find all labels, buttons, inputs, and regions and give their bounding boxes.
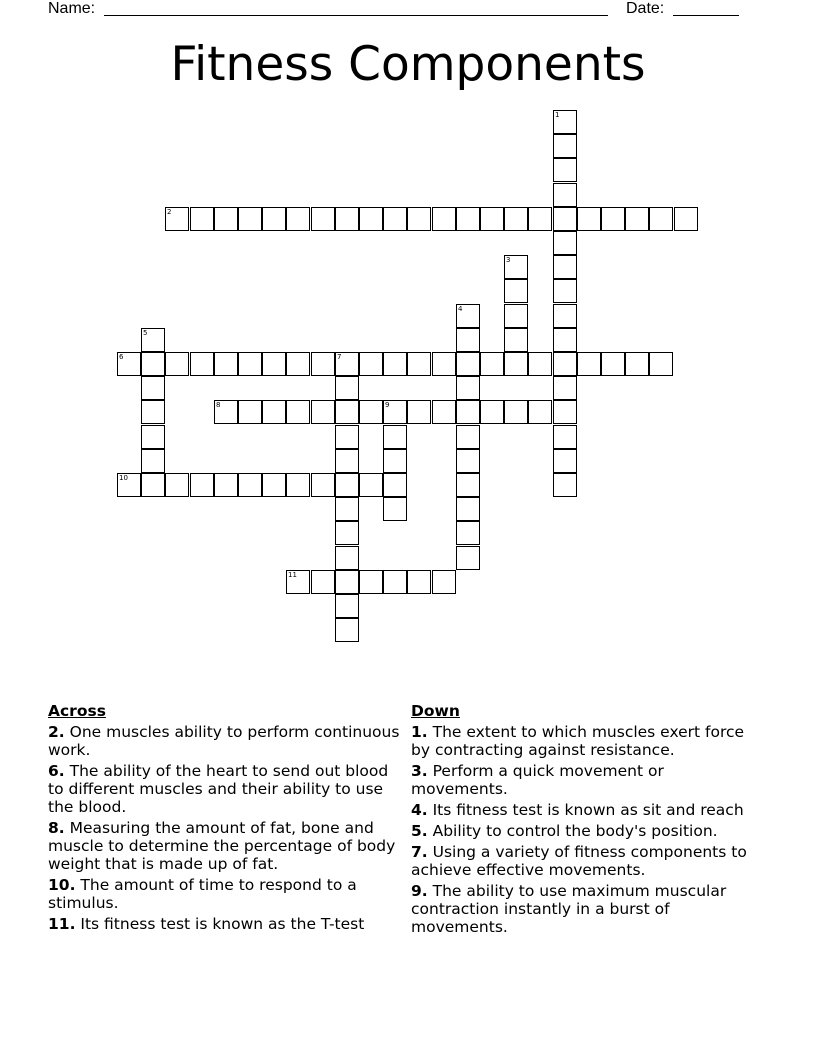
crossword-cell[interactable] [553, 183, 577, 207]
crossword-cell[interactable] [383, 497, 407, 521]
crossword-cell[interactable] [553, 134, 577, 158]
crossword-cell[interactable] [553, 255, 577, 279]
crossword-cell[interactable] [359, 207, 383, 231]
crossword-cell[interactable] [359, 570, 383, 594]
crossword-cell[interactable] [456, 473, 480, 497]
crossword-cell[interactable] [456, 497, 480, 521]
crossword-cell[interactable] [335, 497, 359, 521]
crossword-cell[interactable] [141, 425, 165, 449]
clue-number: 4. [411, 801, 428, 819]
crossword-cell[interactable] [553, 352, 577, 376]
crossword-cell[interactable] [577, 352, 601, 376]
crossword-cell[interactable] [335, 352, 359, 376]
crossword-cell[interactable] [165, 473, 189, 497]
crossword-cell[interactable] [286, 473, 310, 497]
crossword-cell[interactable] [311, 400, 335, 424]
crossword-cell[interactable] [335, 546, 359, 570]
crossword-cell[interactable] [456, 521, 480, 545]
clue-number-label: 10 [119, 474, 128, 482]
clue-number-label: 1 [555, 111, 560, 119]
down-heading: Down [411, 702, 460, 720]
across-clues [48, 702, 408, 936]
clue-number-label: 7 [337, 353, 342, 361]
crossword-cell[interactable] [674, 207, 698, 231]
crossword-cell[interactable] [553, 231, 577, 255]
crossword-cell[interactable] [601, 352, 625, 376]
crossword-cell[interactable] [141, 352, 165, 376]
crossword-cell[interactable] [214, 400, 238, 424]
clue-text: Its fitness test is known as the T-test [75, 915, 365, 933]
crossword-cell[interactable] [432, 400, 456, 424]
crossword-cell[interactable] [504, 352, 528, 376]
crossword-cell[interactable] [577, 207, 601, 231]
crossword-cell[interactable] [383, 400, 407, 424]
clue-number-label: 8 [216, 401, 221, 409]
clue-number: 1. [411, 723, 428, 741]
crossword-cell[interactable] [383, 449, 407, 473]
crossword-cell[interactable] [165, 207, 189, 231]
crossword-cell[interactable] [456, 207, 480, 231]
crossword-cell[interactable] [286, 400, 310, 424]
clue-text: Using a variety of fitness components to achieve effective movements. [411, 843, 747, 879]
crossword-cell[interactable] [214, 207, 238, 231]
across-heading: Across [48, 702, 106, 720]
clue-text: Its fitness test is known as sit and reach [427, 801, 744, 819]
across-clue [48, 915, 408, 933]
clue-number-label: 6 [119, 353, 124, 361]
crossword-cell[interactable] [407, 207, 431, 231]
crossword-cell[interactable] [553, 328, 577, 352]
clue-number: 7. [411, 843, 428, 861]
page-title: Fitness Components [170, 37, 646, 92]
clue-text: Measuring the amount of fat, bone and muscle to determine the percentage of body weight that is made up of fat. [48, 819, 396, 873]
crossword-cell[interactable] [311, 473, 335, 497]
crossword-cell[interactable] [141, 376, 165, 400]
clue-number: 5. [411, 822, 428, 840]
crossword-cell[interactable] [335, 594, 359, 618]
clue-number-label: 9 [385, 401, 390, 409]
crossword-cell[interactable] [383, 352, 407, 376]
clue-text: The extent to which muscles exert force by contracting against resistance. [411, 723, 745, 759]
crossword-cell[interactable] [407, 570, 431, 594]
crossword-cell[interactable] [141, 400, 165, 424]
crossword-cell[interactable] [432, 570, 456, 594]
clue-number: 9. [411, 882, 428, 900]
crossword-cell[interactable] [504, 255, 528, 279]
across-clue-list [48, 723, 408, 933]
crossword-cell[interactable] [214, 352, 238, 376]
crossword-cell[interactable] [456, 376, 480, 400]
across-clue [48, 819, 408, 873]
crossword-cell[interactable] [165, 352, 189, 376]
crossword-cell[interactable] [528, 207, 552, 231]
down-clue [411, 843, 756, 879]
crossword-cell[interactable] [117, 473, 141, 497]
crossword-cell[interactable] [553, 376, 577, 400]
crossword-cell[interactable] [359, 352, 383, 376]
crossword-cell[interactable] [528, 352, 552, 376]
across-clue [48, 762, 408, 816]
clue-text: One muscles ability to perform continuous work. [48, 723, 400, 759]
clue-number-label: 2 [167, 208, 172, 216]
crossword-cell[interactable] [359, 473, 383, 497]
clue-number: 11. [48, 915, 76, 933]
date-label: Date: [626, 0, 665, 17]
crossword-cell[interactable] [456, 304, 480, 328]
crossword-cell[interactable] [504, 304, 528, 328]
crossword-cell[interactable] [528, 400, 552, 424]
down-clue [411, 723, 756, 759]
clue-text: The ability of the heart to send out blood to different muscles and their ability to use the blood. [48, 762, 389, 816]
crossword-cell[interactable] [311, 207, 335, 231]
crossword-cell[interactable] [625, 352, 649, 376]
crossword-cell[interactable] [383, 570, 407, 594]
crossword-cell[interactable] [262, 400, 286, 424]
crossword-cell[interactable] [649, 207, 673, 231]
crossword-cell[interactable] [311, 352, 335, 376]
crossword-cell[interactable] [504, 328, 528, 352]
name-label: Name: [48, 0, 96, 17]
down-clues [411, 702, 756, 939]
crossword-cell[interactable] [504, 400, 528, 424]
crossword-cell[interactable] [238, 352, 262, 376]
crossword-cell[interactable] [262, 207, 286, 231]
crossword-cell[interactable] [335, 570, 359, 594]
down-clue-list [411, 723, 756, 936]
crossword-cell[interactable] [407, 352, 431, 376]
crossword-cell[interactable] [141, 449, 165, 473]
crossword-cell[interactable] [383, 425, 407, 449]
crossword-cell[interactable] [553, 207, 577, 231]
crossword-cell[interactable] [553, 110, 577, 134]
clue-number-label: 11 [288, 571, 297, 579]
crossword-cell[interactable] [456, 546, 480, 570]
crossword-cell[interactable] [286, 207, 310, 231]
crossword-cell[interactable] [456, 425, 480, 449]
crossword-cell[interactable] [286, 570, 310, 594]
crossword-cell[interactable] [190, 207, 214, 231]
clue-text: Ability to control the body's position. [427, 822, 718, 840]
across-clue [48, 876, 408, 912]
crossword-cell[interactable] [335, 449, 359, 473]
crossword-cell[interactable] [480, 400, 504, 424]
crossword-cell[interactable] [504, 207, 528, 231]
crossword-cell[interactable] [553, 400, 577, 424]
crossword-cell[interactable] [335, 400, 359, 424]
clue-text: The amount of time to respond to a stimulus. [48, 876, 357, 912]
crossword-cell[interactable] [456, 352, 480, 376]
clue-number-label: 5 [143, 329, 148, 337]
crossword-cell[interactable] [553, 304, 577, 328]
clue-number: 10. [48, 876, 76, 894]
crossword-cell[interactable] [117, 352, 141, 376]
crossword-cell[interactable] [190, 473, 214, 497]
crossword-cell[interactable] [553, 279, 577, 303]
crossword-cell[interactable] [504, 279, 528, 303]
crossword-cell[interactable] [335, 376, 359, 400]
down-clue [411, 801, 756, 819]
crossword-cell[interactable] [625, 207, 649, 231]
crossword-cell[interactable] [553, 425, 577, 449]
crossword-cell[interactable] [432, 207, 456, 231]
down-clue [411, 762, 756, 798]
crossword-cell[interactable] [335, 425, 359, 449]
crossword-cell[interactable] [456, 328, 480, 352]
clue-number: 6. [48, 762, 65, 780]
crossword-cell[interactable] [311, 570, 335, 594]
down-clue [411, 822, 756, 840]
crossword-cell[interactable] [238, 207, 262, 231]
crossword-cell[interactable] [238, 400, 262, 424]
across-clue [48, 723, 408, 759]
crossword-cell[interactable] [359, 400, 383, 424]
crossword-cell[interactable] [141, 328, 165, 352]
crossword-cell[interactable] [553, 158, 577, 182]
crossword-cell[interactable] [553, 449, 577, 473]
clue-text: Perform a quick movement or movements. [411, 762, 664, 798]
crossword-cell[interactable] [262, 352, 286, 376]
clue-number: 3. [411, 762, 428, 780]
crossword-cell[interactable] [335, 618, 359, 642]
crossword-cell[interactable] [383, 207, 407, 231]
down-clue [411, 882, 756, 936]
crossword-cell[interactable] [480, 352, 504, 376]
crossword-cell[interactable] [141, 473, 165, 497]
crossword-cell[interactable] [649, 352, 673, 376]
crossword-cell[interactable] [601, 207, 625, 231]
clue-number-label: 3 [506, 256, 511, 264]
crossword-cell[interactable] [480, 207, 504, 231]
crossword-cell[interactable] [214, 473, 238, 497]
crossword-cell[interactable] [335, 473, 359, 497]
crossword-cell[interactable] [335, 521, 359, 545]
clue-text: The ability to use maximum muscular contraction instantly in a burst of movements. [411, 882, 727, 936]
crossword-cell[interactable] [286, 352, 310, 376]
crossword-cell[interactable] [553, 473, 577, 497]
crossword-cell[interactable] [383, 473, 407, 497]
crossword-cell[interactable] [238, 473, 262, 497]
crossword-cell[interactable] [335, 207, 359, 231]
crossword-cell[interactable] [456, 400, 480, 424]
clue-number-label: 4 [458, 305, 463, 313]
crossword-cell[interactable] [407, 400, 431, 424]
clue-number: 8. [48, 819, 65, 837]
crossword-cell[interactable] [262, 473, 286, 497]
clue-number: 2. [48, 723, 65, 741]
crossword-cell[interactable] [456, 449, 480, 473]
crossword-cell[interactable] [190, 352, 214, 376]
crossword-cell[interactable] [432, 352, 456, 376]
